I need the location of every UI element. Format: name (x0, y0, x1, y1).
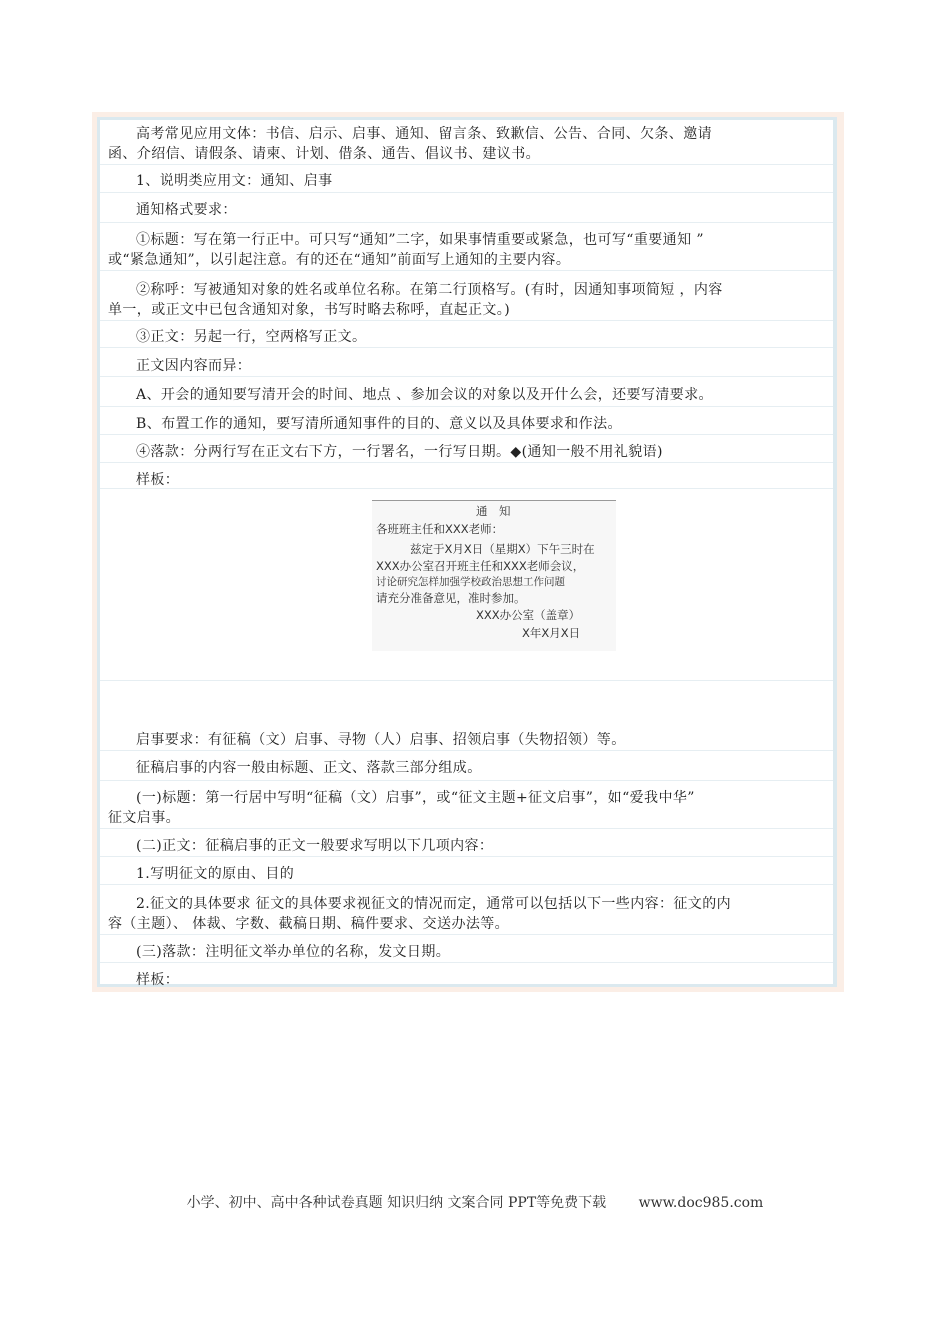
text-line: (二)正文：征稿启事的正文一般要求写明以下几项内容： (136, 838, 494, 854)
text-line: 或“紧急通知”，以引起注意。有的还在“通知”前面写上通知的主要内容。 (108, 252, 571, 268)
sample-body-line: 讨论研究怎样加强学校政治思想工作问题 (376, 576, 565, 588)
document-frame (92, 112, 844, 992)
document-content (100, 120, 833, 988)
text-line: 函、介绍信、请假条、请柬、计划、借条、通告、倡议书、建议书。 (108, 146, 540, 162)
row-divider (100, 222, 833, 223)
sample-signature: XXX办公室（盖章） (476, 608, 581, 622)
text-line: 高考常见应用文体：书信、启示、启事、通知、留言条、致歉信、公告、合同、欠条、邀请 (136, 126, 712, 142)
row-divider (100, 462, 833, 463)
row-divider (100, 320, 833, 321)
text-line: 正文因内容而异： (136, 358, 252, 374)
sample-salutation: 各班班主任和XXX老师： (376, 522, 504, 536)
row-divider (100, 164, 833, 165)
text-line: 征稿启事的内容一般由标题、正文、落款三部分组成。 (136, 760, 482, 776)
document-border (97, 117, 837, 987)
row-divider (100, 347, 833, 348)
row-divider (100, 192, 833, 193)
row-divider (100, 962, 833, 963)
row-divider (100, 934, 833, 935)
row-divider (100, 750, 833, 751)
text-line: 征文启事。 (108, 810, 180, 826)
row-divider (100, 406, 833, 407)
text-line: (三)落款：注明征文举办单位的名称，发文日期。 (136, 944, 451, 960)
page-footer (0, 1192, 950, 1212)
text-line: 容（主题）、 体裁、字数、截稿日期、稿件要求、交送办法等。 (108, 916, 510, 932)
text-line: 单一，或正文中已包含通知对象，书写时略去称呼，直起正文。) (108, 302, 511, 318)
row-divider (100, 680, 833, 681)
row-divider (100, 856, 833, 857)
text-line: ②称呼：写被通知对象的姓名或单位名称。在第二行顶格写。(有时，因通知事项简短 ，内容 (136, 282, 723, 298)
text-line: 样板： (136, 472, 180, 488)
text-line: 1、说明类应用文：通知、启事 (136, 173, 333, 189)
notice-sample-image (372, 500, 616, 651)
text-line: 通知格式要求： (136, 202, 237, 218)
footer-link[interactable]: www.doc985.com (638, 1195, 764, 1211)
sample-title: 通 知 (476, 504, 511, 518)
text-line: ③正文：另起一行，空两格写正文。 (136, 329, 367, 345)
text-line: 启事要求：有征稿（文）启事、寻物（人）启事、招领启事（失物招领）等。 (136, 732, 626, 748)
row-divider (100, 434, 833, 435)
row-divider (100, 884, 833, 885)
text-line: 样板： (136, 972, 180, 988)
row-divider (100, 376, 833, 377)
footer-text: 小学、初中、高中各种试卷真题 知识归纳 文案合同 PPT等免费下载 (186, 1195, 607, 1211)
text-line: B、布置工作的通知，要写清所通知事件的目的、意义以及具体要求和作法。 (136, 416, 622, 432)
sample-date: X年X月X日 (522, 626, 581, 640)
sample-body-line: XXX办公室召开班主任和XXX老师会议， (376, 559, 585, 573)
row-divider (100, 780, 833, 781)
text-line: ④落款：分两行写在正文右下方，一行署名，一行写日期。◆(通知一般不用礼貌语) (136, 444, 663, 460)
text-line: 1.写明征文的原由、目的 (136, 866, 295, 882)
sample-body-line: 兹定于X月X日（星期X）下午三时在 (410, 542, 595, 556)
text-line: (一)标题：第一行居中写明“征稿（文）启事”，或“征文主题+征文启事”，如“爱我中华” (136, 790, 695, 806)
text-line: A、开会的通知要写清开会的时间、地点 、参加会议的对象以及开什么会，还要写清要求。 (136, 387, 713, 403)
text-line: ①标题：写在第一行正中。可只写“通知”二字，如果事情重要或紧急，也可写“重要通知 ” (136, 232, 704, 248)
row-divider (100, 828, 833, 829)
sample-body-line: 请充分准备意见，准时参加。 (376, 591, 526, 605)
text-line: 2.征文的具体要求 征文的具体要求视征文的情况而定，通常可以包括以下一些内容：征文的内 (136, 896, 732, 912)
row-divider (100, 270, 833, 271)
